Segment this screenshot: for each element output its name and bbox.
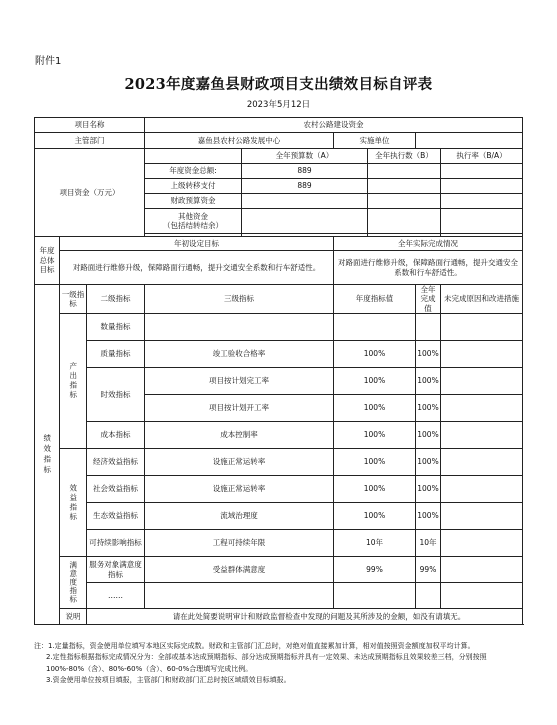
target-cell: 100% bbox=[334, 503, 416, 530]
reason-cell bbox=[441, 368, 523, 395]
target-cell: 100% bbox=[334, 422, 416, 449]
department-value: 嘉鱼县农村公路发展中心 bbox=[145, 133, 334, 149]
target-cell: 99% bbox=[334, 557, 416, 583]
goal-planned-header: 年初设定目标 bbox=[60, 237, 334, 251]
funds-col-exec: 全年执行数（B） bbox=[368, 149, 441, 164]
level2-cell: 成本指标 bbox=[87, 422, 145, 449]
header-actual: 全年完成值 bbox=[416, 285, 441, 314]
remark-row bbox=[35, 609, 523, 625]
page-title: 2023年度嘉鱼县财政项目支出绩效目标自评表 bbox=[124, 76, 433, 93]
actual-cell: 100% bbox=[416, 476, 441, 503]
footnote: 2.定性指标根据指标完成情况分为：全部或基本达成预期指标、部分达成预期指标并具有一定效果、未达成预期指标且效果较差三档，分别按照100%-80%（含）、80%-60%（含）、60-0%合理填写完成比例。 bbox=[46, 653, 487, 673]
goal-header-row bbox=[35, 237, 523, 251]
funds-budget-value: 889 bbox=[242, 179, 368, 194]
level3-cell: 流域治理度 bbox=[145, 503, 334, 530]
level2-cell: 社会效益指标 bbox=[87, 476, 145, 503]
level1-cell-output: 产出指标 bbox=[60, 314, 87, 449]
level3-cell bbox=[145, 314, 334, 341]
level2-cell: …… bbox=[87, 583, 145, 609]
project-name-label: 项目名称 bbox=[35, 118, 145, 133]
actual-cell bbox=[416, 583, 441, 609]
indicators-section-label: 绩效指标 bbox=[35, 285, 60, 625]
level1-cell-satisfaction: 满意度指标 bbox=[60, 557, 87, 609]
level2-cell: 时效指标 bbox=[87, 368, 145, 422]
reason-cell bbox=[441, 476, 523, 503]
project-name-row bbox=[35, 118, 523, 133]
funds-header-blank bbox=[145, 149, 242, 164]
funds-budget-value bbox=[242, 209, 368, 234]
goal-content-row bbox=[35, 251, 523, 285]
header-reason: 未完成原因和改进措施 bbox=[441, 285, 523, 314]
actual-cell: 100% bbox=[416, 503, 441, 530]
attachment-label: 附件1 bbox=[35, 56, 62, 67]
funds-exec-value bbox=[368, 194, 441, 209]
indicator-row bbox=[35, 530, 523, 557]
level3-cell: 受益群体满意度 bbox=[145, 557, 334, 583]
level3-cell: 设施正常运转率 bbox=[145, 449, 334, 476]
self-assessment-table bbox=[34, 117, 523, 625]
reason-cell bbox=[441, 422, 523, 449]
level2-cell: 生态效益指标 bbox=[87, 503, 145, 530]
header-level1: 一级指标 bbox=[60, 285, 87, 314]
funds-row-label-line2: （包括结转结余） bbox=[163, 221, 223, 230]
indicator-row bbox=[35, 314, 523, 341]
funds-row-label: 财政预算资金 bbox=[145, 194, 242, 209]
target-cell bbox=[334, 583, 416, 609]
actual-cell: 99% bbox=[416, 557, 441, 583]
actual-cell: 10年 bbox=[416, 530, 441, 557]
header-level2: 二级指标 bbox=[87, 285, 145, 314]
reason-cell bbox=[441, 583, 523, 609]
goal-planned-text: 对路面进行维修升级，保障路面行通畅，提升交通安全系数和行车舒适性。 bbox=[60, 251, 334, 285]
funds-row-label bbox=[145, 209, 242, 234]
reason-cell bbox=[441, 557, 523, 583]
goal-section-label-line2: 总体 bbox=[39, 255, 55, 265]
department-row bbox=[35, 133, 523, 149]
funds-col-rate: 执行率（B/A） bbox=[441, 149, 523, 164]
level3-cell: 项目按计划开工率 bbox=[145, 395, 334, 422]
level2-cell: 服务对象满意度指标 bbox=[87, 557, 145, 583]
footnote: 注：1.定量指标，资金使用单位填写本地区实际完成数。财政和主管部门汇总时，对绝对值直接累加计算，相对值按照资金额度加权平均计算。 bbox=[34, 642, 475, 650]
level3-cell: 成本控制率 bbox=[145, 422, 334, 449]
funds-budget-value: 889 bbox=[242, 164, 368, 179]
level2-cell: 可持续影响指标 bbox=[87, 530, 145, 557]
funds-row-label: 上级转移支付 bbox=[145, 179, 242, 194]
level3-cell bbox=[145, 583, 334, 609]
actual-cell: 100% bbox=[416, 395, 441, 422]
indicator-row bbox=[35, 476, 523, 503]
level3-cell: 项目按计划完工率 bbox=[145, 368, 334, 395]
remark-label: 说明 bbox=[60, 609, 87, 625]
reason-cell bbox=[441, 341, 523, 368]
goal-section-label-line1: 年度 bbox=[39, 246, 55, 256]
goal-actual-header: 全年实际完成情况 bbox=[334, 237, 523, 251]
actual-cell: 100% bbox=[416, 368, 441, 395]
actual-cell: 100% bbox=[416, 341, 441, 368]
funds-row-label-line1: 其他资金 bbox=[178, 211, 208, 221]
report-date: 2023年5月12日 bbox=[246, 100, 311, 110]
reason-cell bbox=[441, 395, 523, 422]
indicator-row bbox=[35, 368, 523, 395]
indicator-row bbox=[35, 422, 523, 449]
funds-col-budget: 全年预算数（A） bbox=[242, 149, 368, 164]
funds-row-label: 年度资金总额: bbox=[145, 164, 242, 179]
target-cell bbox=[334, 314, 416, 341]
indicator-row bbox=[35, 557, 523, 583]
funds-rate-value bbox=[441, 179, 523, 194]
header-target: 年度指标值 bbox=[334, 285, 416, 314]
target-cell: 10年 bbox=[334, 530, 416, 557]
indicators-header-row bbox=[35, 285, 523, 314]
level1-cell-benefit: 效益指标 bbox=[60, 449, 87, 557]
project-name-value: 农村公路建设资金 bbox=[145, 118, 523, 133]
reason-cell bbox=[441, 503, 523, 530]
funds-rate-value bbox=[441, 164, 523, 179]
target-cell: 100% bbox=[334, 476, 416, 503]
department-label: 主管部门 bbox=[35, 133, 145, 149]
funds-rate-value bbox=[441, 209, 523, 234]
remark-text: 请在此处简要说明审计和财政监督检查中发现的问题及其所涉及的金额，如没有请填无。 bbox=[87, 609, 523, 625]
level3-cell: 竣工验收合格率 bbox=[145, 341, 334, 368]
level2-cell: 质量指标 bbox=[87, 341, 145, 368]
level2-cell: 数量指标 bbox=[87, 314, 145, 341]
level3-cell: 设施正常运转率 bbox=[145, 476, 334, 503]
exec-unit-value bbox=[416, 133, 523, 149]
funds-exec-value bbox=[368, 209, 441, 234]
reason-cell bbox=[441, 314, 523, 341]
indicator-row bbox=[35, 503, 523, 530]
target-cell: 100% bbox=[334, 395, 416, 422]
indicator-row bbox=[35, 341, 523, 368]
header-level3: 三级指标 bbox=[145, 285, 334, 314]
reason-cell bbox=[441, 530, 523, 557]
funds-rate-value bbox=[441, 194, 523, 209]
actual-cell bbox=[416, 314, 441, 341]
goal-actual-text: 对路面进行维修升级，保障路面行通畅，提升交通安全系数和行车舒适性。 bbox=[334, 251, 523, 285]
goal-section-label bbox=[35, 237, 60, 285]
indicator-row bbox=[35, 449, 523, 476]
footnote: 3.资金使用单位按项目填报，主管部门和财政部门汇总时按区域绩效目标填报。 bbox=[46, 675, 291, 684]
level3-cell: 工程可持续年限 bbox=[145, 530, 334, 557]
target-cell: 100% bbox=[334, 341, 416, 368]
funds-section-label: 项目资金（万元） bbox=[35, 149, 145, 237]
actual-cell: 100% bbox=[416, 449, 441, 476]
footnotes bbox=[34, 641, 524, 686]
target-cell: 100% bbox=[334, 368, 416, 395]
level2-cell: 经济效益指标 bbox=[87, 449, 145, 476]
funds-exec-value bbox=[368, 164, 441, 179]
goal-section-label-line3: 目标 bbox=[39, 265, 55, 275]
reason-cell bbox=[441, 449, 523, 476]
target-cell: 100% bbox=[334, 449, 416, 476]
funds-exec-value bbox=[368, 179, 441, 194]
funds-budget-value bbox=[242, 194, 368, 209]
funds-header-row bbox=[35, 149, 523, 164]
actual-cell: 100% bbox=[416, 422, 441, 449]
exec-unit-label: 实施单位 bbox=[334, 133, 416, 149]
indicator-row bbox=[35, 583, 523, 609]
